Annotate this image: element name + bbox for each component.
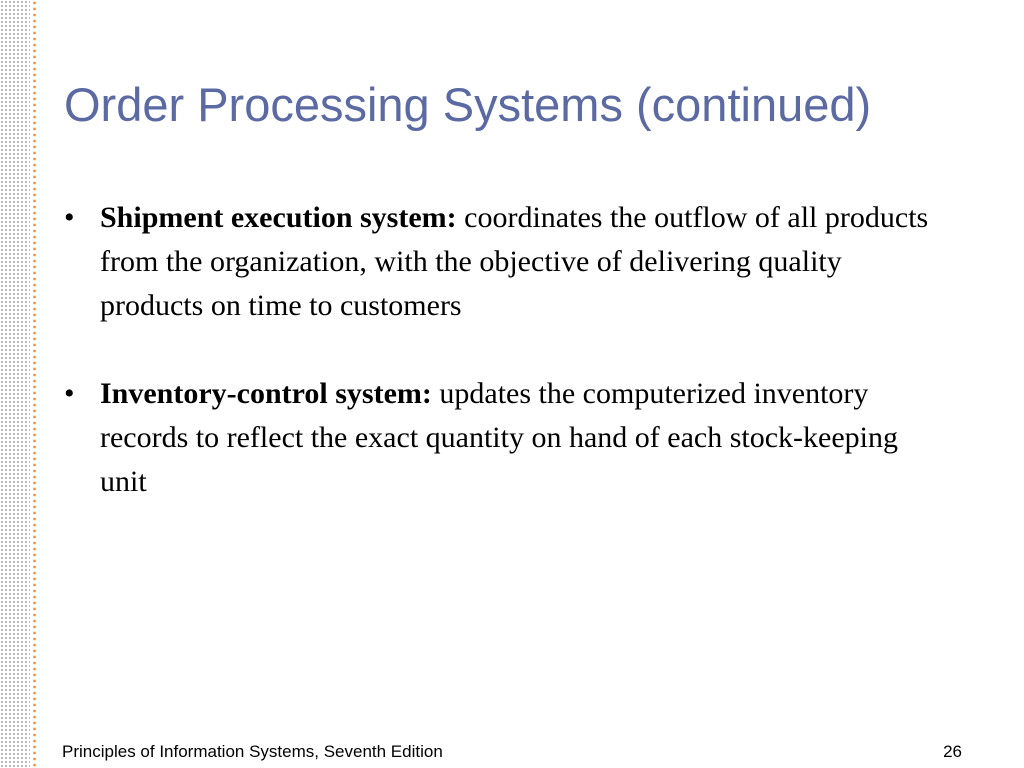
bullet-icon: • <box>64 377 75 410</box>
slide-title: Order Processing Systems (continued) <box>64 78 872 131</box>
bullet-term: Inventory-control system: <box>100 377 432 410</box>
footer-book-title: Principles of Information Systems, Seventh Edition <box>62 742 443 761</box>
bullet-text: updates the computerized inventory records to reflect the exact quantity on hand of each stock-keeping unit <box>100 377 899 498</box>
bullet-item-inventory-control <box>62 372 952 504</box>
bullet-term: Shipment execution system: <box>100 201 457 234</box>
bullet-item-shipment-execution <box>62 196 952 328</box>
dot-pattern-decoration <box>0 0 30 768</box>
bullet-list <box>62 196 952 548</box>
orange-dotted-line-decoration <box>33 0 36 768</box>
bullet-icon: • <box>64 201 75 234</box>
bullet-text: coordinates the outflow of all products from the organization, with the objective of delivering quality products on time to customers <box>100 201 929 322</box>
footer-page-number: 26 <box>943 742 962 761</box>
